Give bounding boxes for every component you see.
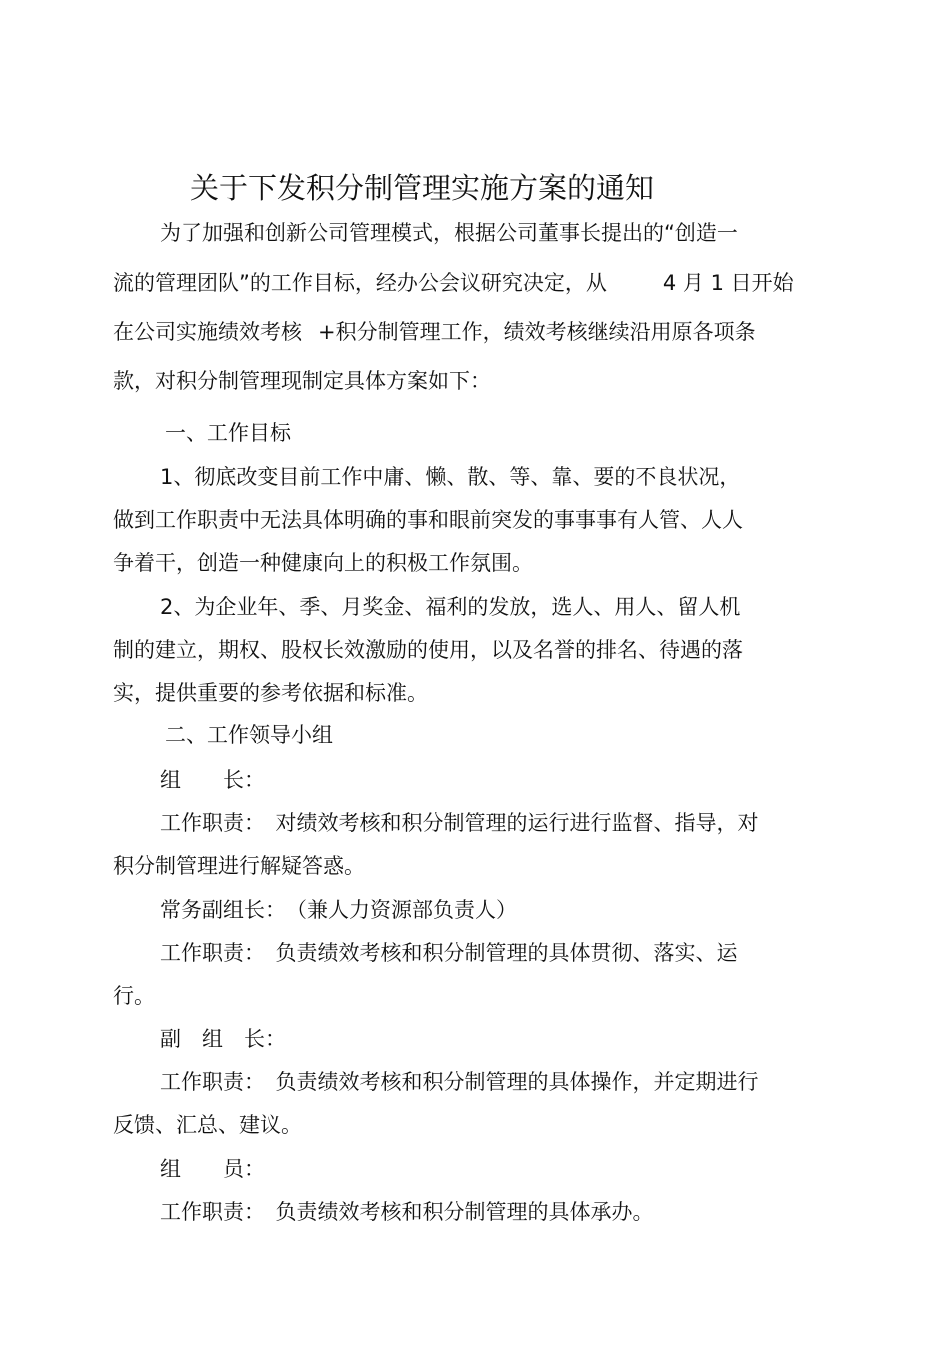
section-heading-leadership: 二、工作领导小组 [165, 723, 333, 747]
leader-role: 组 长： [160, 768, 265, 792]
leader-duty-line-1: 工作职责： 对绩效考核和积分制管理的运行进行监督、指导，对 [160, 811, 759, 835]
goal-1-line-1: 1、彻底改变目前工作中庸、懒、散、等、靠、要的不良状况， [160, 465, 741, 489]
intro-line-3 [113, 317, 756, 347]
leader-duty-line-2: 积分制管理进行解疑答惑。 [113, 854, 365, 878]
goal-2-line-3: 实，提供重要的参考依据和标准。 [113, 681, 428, 705]
document-title: 关于下发积分制管理实施方案的通知 [190, 171, 655, 205]
exec-deputy-role: 常务副组长： （兼人力资源部负责人） [160, 898, 517, 922]
goal-1-line-3: 争着干，创造一种健康向上的积极工作氛围。 [113, 551, 533, 575]
intro-date: 4 月 1 日开始 [662, 271, 794, 295]
section-heading-goals: 一、工作目标 [165, 421, 291, 445]
goal-1-line-2: 做到工作职责中无法具体明确的事和眼前突发的事事事有人管、人人 [113, 508, 743, 532]
deputy-duty-line-2: 反馈、汇总、建议。 [113, 1113, 302, 1137]
goal-2-line-1: 2、为企业年、季、月奖金、福利的发放，选人、用人、留人机 [160, 595, 741, 619]
deputy-role: 副 组 长： [160, 1027, 286, 1051]
deputy-duty-line-1: 工作职责： 负责绩效考核和积分制管理的具体操作，并定期进行 [160, 1070, 759, 1094]
intro-line-4: 款，对积分制管理现制定具体方案如下： [113, 369, 491, 393]
goal-2-line-2: 制的建立，期权、股权长效激励的使用，以及名誉的排名、待遇的落 [113, 638, 743, 662]
exec-deputy-duty-line-1: 工作职责： 负责绩效考核和积分制管理的具体贯彻、落实、运 [160, 941, 738, 965]
member-duty-line-1: 工作职责： 负责绩效考核和积分制管理的具体承办。 [160, 1200, 654, 1224]
intro-line-1: 为了加强和创新公司管理模式，根据公司董事长提出的“创造一 [160, 221, 738, 245]
intro-line-3-text-a: 在公司实施绩效考核 [113, 320, 302, 344]
intro-line-3-text-b: +积分制管理工作，绩效考核继续沿用原各项条 [318, 320, 756, 344]
exec-deputy-duty-line-2: 行。 [113, 984, 155, 1008]
intro-line-2 [113, 268, 794, 298]
intro-line-2-text: 流的管理团队”的工作目标，经办公会议研究决定，从 [113, 271, 607, 295]
member-role: 组 员： [160, 1157, 265, 1181]
